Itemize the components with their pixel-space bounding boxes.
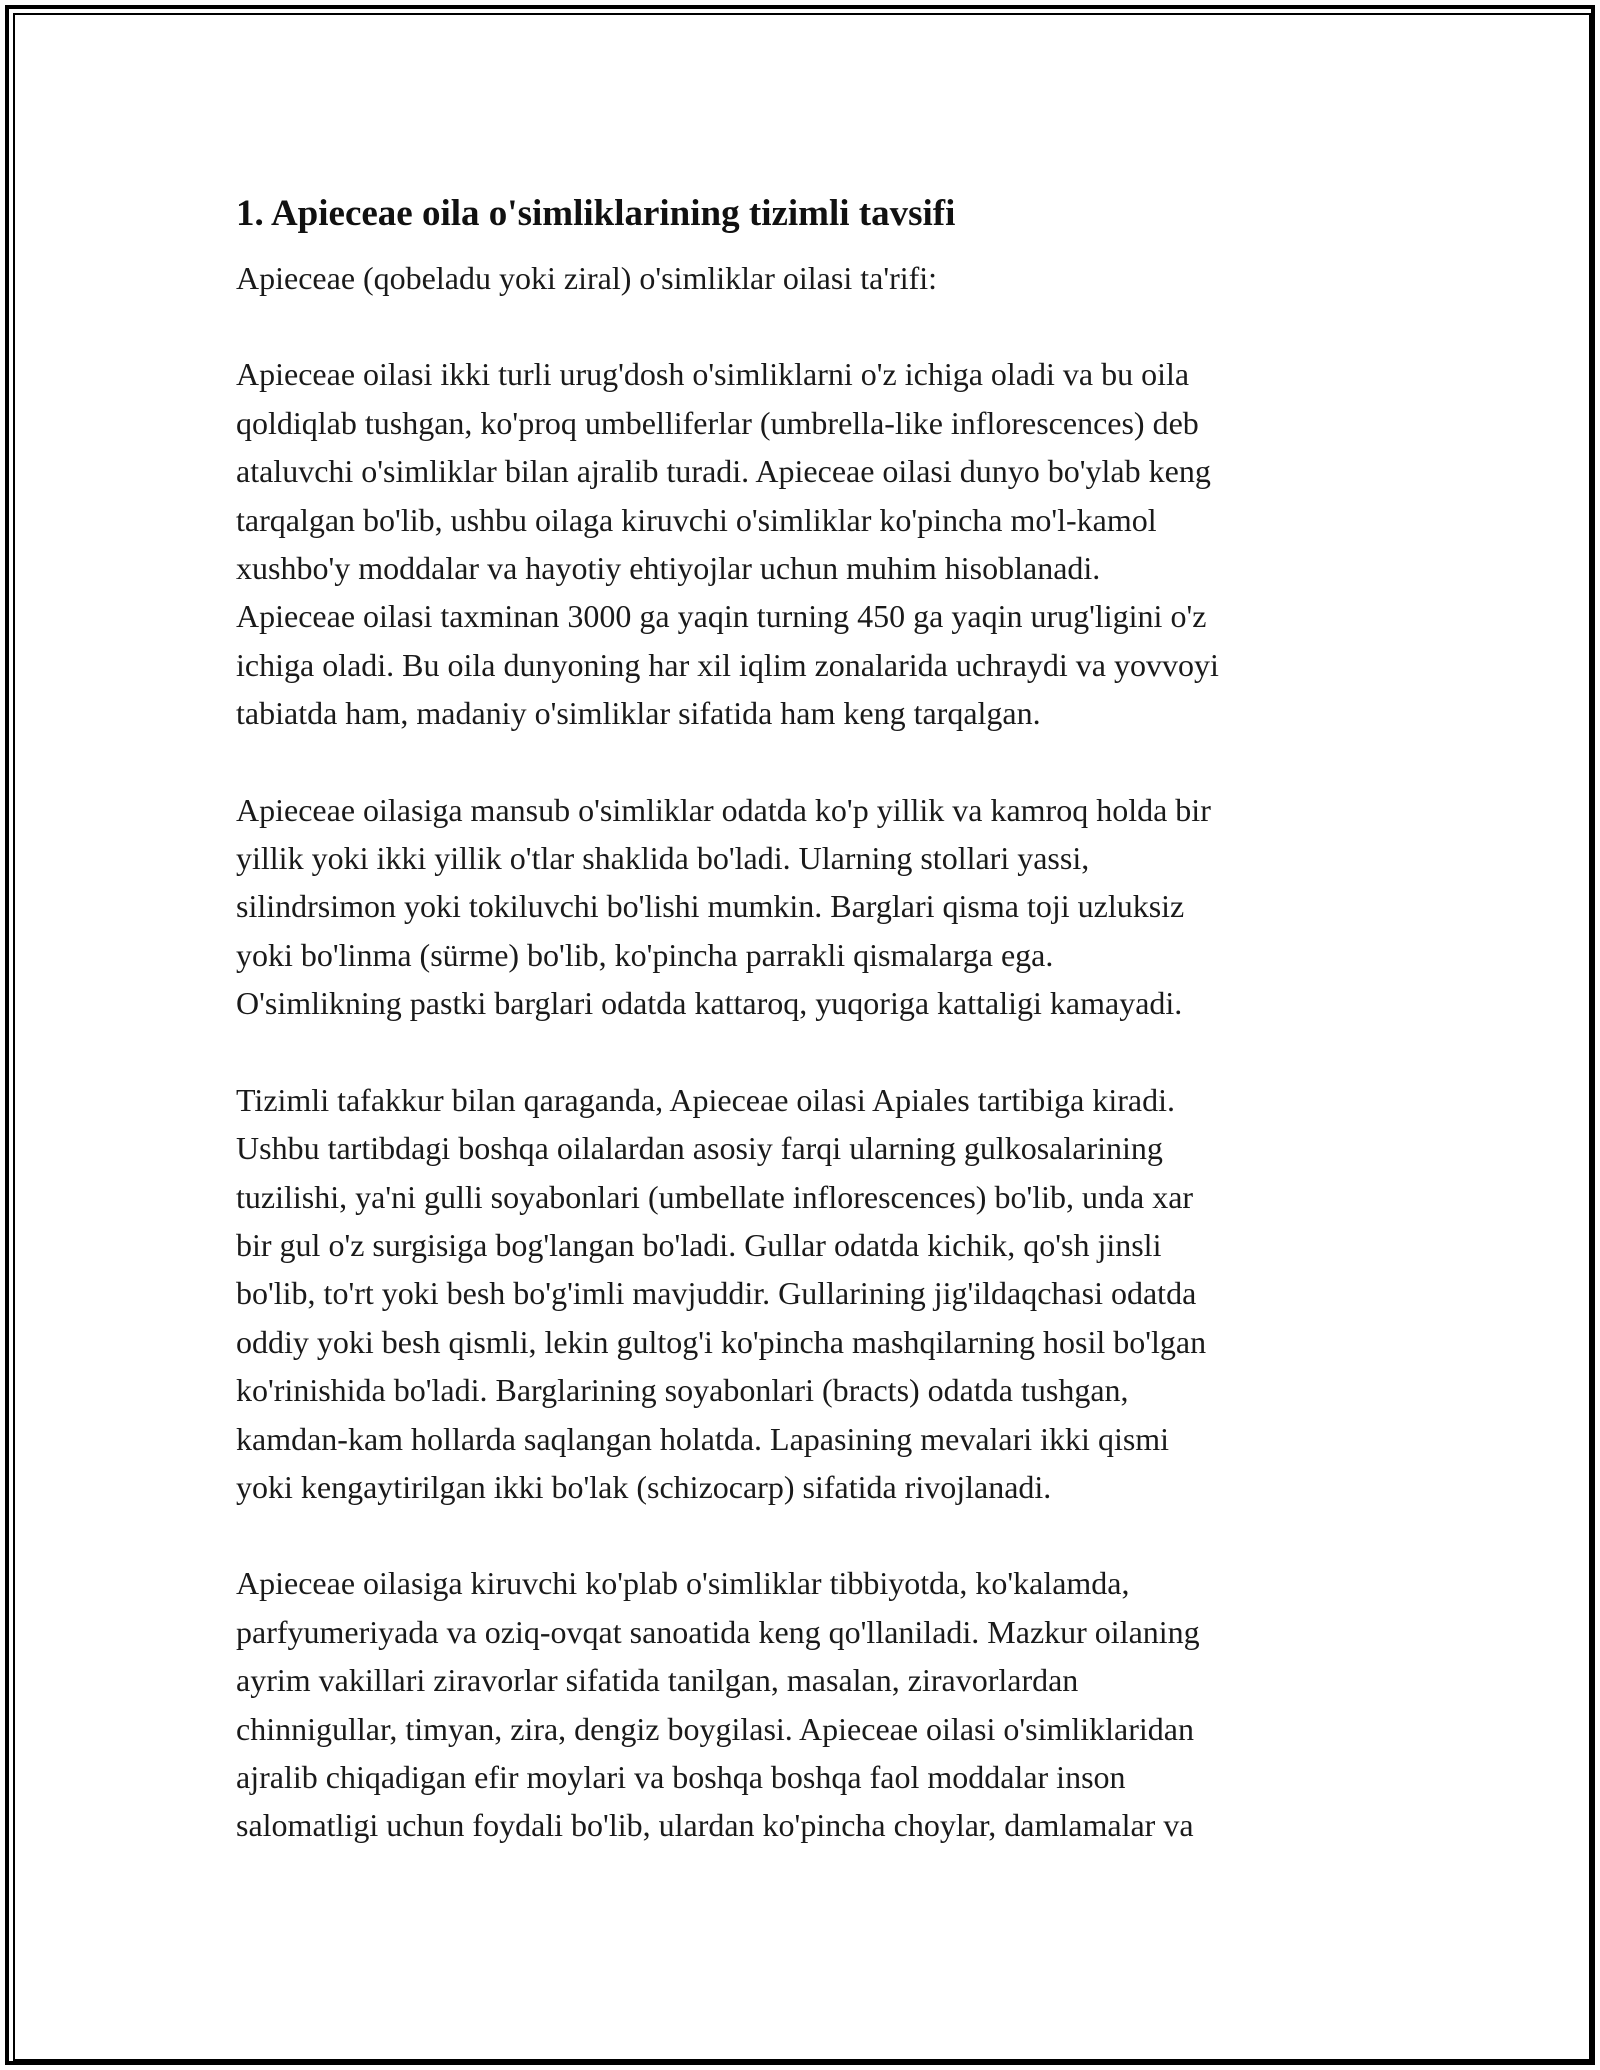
intro-line: Apieceae (qobeladu yoki ziral) o'simliklar oilasi ta'rifi: bbox=[236, 260, 938, 296]
paragraph-3 bbox=[236, 1076, 1376, 1512]
text-line: ayrim vakillari ziravorlar sifatida tanilgan, masalan, ziravorlardan bbox=[236, 1662, 1079, 1699]
text-line: Tizimli tafakkur bilan qaraganda, Apieceae oilasi Apiales tartibiga kiradi. bbox=[236, 1081, 1175, 1118]
text-line: Apieceae oilasiga mansub o'simliklar odatda ko'p yillik va kamroq holda bir bbox=[236, 791, 1211, 828]
text-line: bo'lib, to'rt yoki besh bo'g'imli mavjuddir. Gullarining jig'ildaqchasi odatda bbox=[236, 1275, 1197, 1312]
text-line: yoki kengaytirilgan ikki bo'lak (schizocarp) sifatida rivojlanadi. bbox=[236, 1468, 1052, 1505]
text-line: ichiga oladi. Bu oila dunyoning har xil iqlim zonalarida uchraydi va yovvoyi bbox=[236, 646, 1219, 683]
text-line: salomatligi uchun foydali bo'lib, ulardan ko'pincha choylar, damlamalar va bbox=[236, 1807, 1194, 1844]
text-line: bir gul o'z surgisiga bog'langan bo'ladi. Gullar odatda kichik, qo'sh jinsli bbox=[236, 1226, 1162, 1263]
text-line: O'simlikning pastki barglari odatda kattaroq, yuqoriga kattaligi kamayadi. bbox=[236, 985, 1183, 1022]
text-line: tarqalgan bo'lib, ushbu oilaga kiruvchi o'simliklar ko'pincha mo'l-kamol bbox=[236, 501, 1157, 538]
text-line: Apieceae oilasi taxminan 3000 ga yaqin turning 450 ga yaqin urug'ligini o'z bbox=[236, 598, 1207, 635]
text-line: xushbo'y moddalar va hayotiy ehtiyojlar uchun muhim hisoblanadi. bbox=[236, 550, 1101, 587]
text-line: Apieceae oilasiga kiruvchi ko'plab o'simliklar tibbiyotda, ko'kalamda, bbox=[236, 1565, 1130, 1602]
paragraph-1 bbox=[236, 350, 1376, 737]
text-line: tabiatda ham, madaniy o'simliklar sifatida ham keng tarqalgan. bbox=[236, 695, 1041, 732]
text-line: oddiy yoki besh qismli, lekin gultog'i ko'pincha mashqilarning hosil bo'lgan bbox=[236, 1323, 1207, 1360]
text-line: ajralib chiqadigan efir moylari va boshqa boshqa faol moddalar inson bbox=[236, 1758, 1126, 1795]
text-line: ataluvchi o'simliklar bilan ajralib turadi. Apieceae oilasi dunyo bo'ylab keng bbox=[236, 453, 1211, 490]
section-heading: 1. Apieceae oila o'simliklarining tizimli tavsifi bbox=[236, 193, 956, 234]
document-body bbox=[236, 188, 1376, 1898]
text-line: chinnigullar, timyan, zira, dengiz boygilasi. Apieceae oilasi o'simliklaridan bbox=[236, 1710, 1194, 1747]
text-line: qoldiqlab tushgan, ko'proq umbelliferlar (umbrella-like inflorescences) deb bbox=[236, 404, 1199, 441]
text-line: yoki bo'linma (sürme) bo'lib, ko'pincha parrakli qismalarga ega. bbox=[236, 936, 1054, 973]
text-line: Ushbu tartibdagi boshqa oilalardan asosiy farqi ularning gulkosalarining bbox=[236, 1130, 1163, 1167]
paragraph-2 bbox=[236, 786, 1376, 1028]
text-line: silindrsimon yoki tokiluvchi bo'lishi mumkin. Barglari qisma toji uzluksiz bbox=[236, 888, 1185, 925]
paragraph-4 bbox=[236, 1559, 1376, 1849]
text-line: kamdan-kam hollarda saqlangan holatda. Lapasining mevalari ikki qismi bbox=[236, 1420, 1170, 1457]
text-line: tuzilishi, ya'ni gulli soyabonlari (umbellate inflorescences) bo'lib, unda xar bbox=[236, 1178, 1194, 1215]
text-line: parfyumeriyada va oziq-ovqat sanoatida keng qo'llaniladi. Mazkur oilaning bbox=[236, 1613, 1200, 1650]
intro-paragraph bbox=[236, 254, 1376, 302]
text-line: ko'rinishida bo'ladi. Barglarining soyabonlari (bracts) odatda tushgan, bbox=[236, 1372, 1129, 1409]
text-line: Apieceae oilasi ikki turli urug'dosh o'simliklarni o'z ichiga oladi va bu oila bbox=[236, 356, 1190, 393]
text-line: yillik yoki ikki yillik o'tlar shaklida bo'ladi. Ularning stollari yassi, bbox=[236, 840, 1090, 877]
